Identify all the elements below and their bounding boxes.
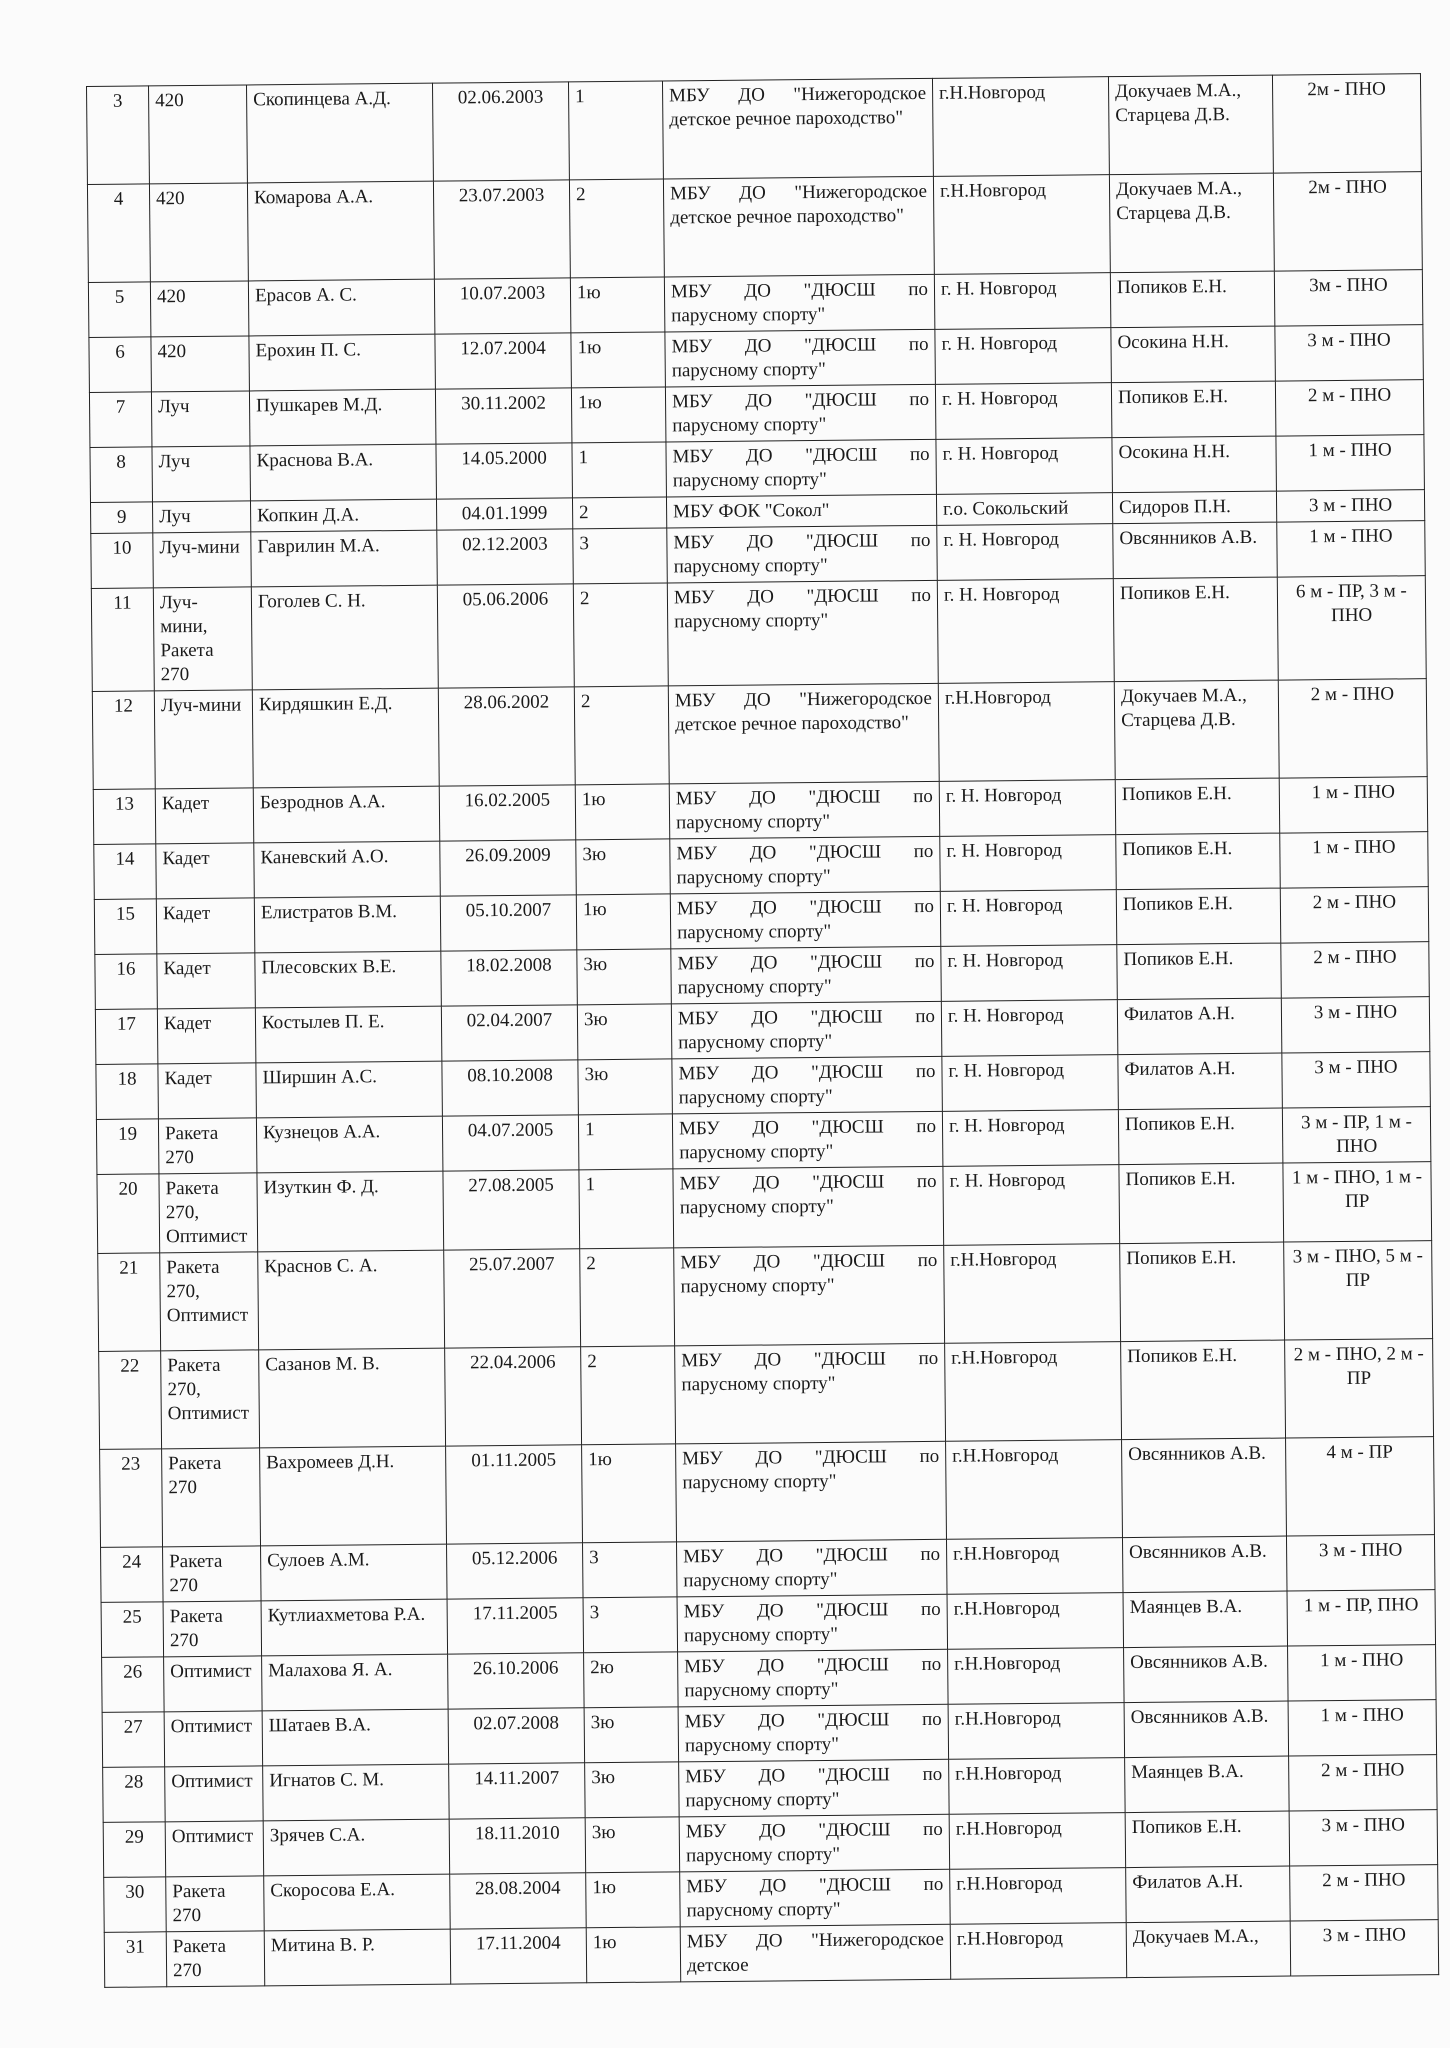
birth-date-cell: 01.11.2005 [446, 1445, 583, 1544]
row-number-cell: 3 [87, 86, 150, 185]
sport-rank-cell: 2ю [584, 1652, 679, 1708]
coach-cell: Осокина Н.Н. [1112, 436, 1277, 493]
participant-name-cell: Костылев П. Е. [255, 1006, 442, 1063]
birth-date-cell: 25.07.2007 [444, 1249, 581, 1348]
row-number-cell: 7 [89, 392, 152, 448]
participant-name-cell: Кузнецов А.А. [256, 1116, 443, 1173]
participant-name-cell: Копкин Д.А. [250, 499, 436, 532]
row-number-cell: 17 [95, 1009, 158, 1065]
participant-name-cell: Вахромеев Д.Н. [260, 1446, 447, 1546]
row-number-cell: 24 [101, 1547, 164, 1603]
sport-rank-cell: 3ю [576, 839, 671, 895]
city-cell: г.Н.Новгород [947, 1593, 1124, 1650]
participants-table [86, 73, 1439, 1988]
boat-class-cell: Ракета 270 [166, 1876, 265, 1932]
organization-cell: МБУ ДО "Нижегородское детское речное пароходство" [662, 78, 933, 179]
city-cell: г.Н.Новгород [948, 1703, 1125, 1760]
organization-cell: МБУ ДО "ДЮСШ по парусному спорту" [671, 1001, 942, 1059]
result-cell: 3 м - ПНО [1290, 1920, 1439, 1976]
organization-cell: МБУ ДО "ДЮСШ по парусному спорту" [671, 946, 942, 1004]
birth-date-cell: 28.06.2002 [438, 687, 575, 786]
sport-rank-cell: 3ю [578, 1059, 673, 1115]
coach-cell: Докучаев М.А., Старцева Д.В. [1108, 75, 1273, 175]
organization-cell: МБУ ДО "ДЮСШ по парусному спорту" [673, 1166, 944, 1248]
boat-class-cell: Оптимист [165, 1821, 264, 1877]
sport-rank-cell: 2 [580, 1248, 675, 1347]
birth-date-cell: 04.07.2005 [442, 1115, 579, 1171]
organization-cell: МБУ ДО "ДЮСШ по парусному спорту" [677, 1539, 948, 1597]
row-number-cell: 27 [102, 1712, 165, 1768]
boat-class-cell: Ракета 270, Оптимист [160, 1252, 259, 1351]
sport-rank-cell: 1ю [582, 1444, 677, 1543]
coach-cell: Попиков Е.Н. [1119, 1163, 1284, 1244]
organization-cell: МБУ ДО "ДЮСШ по парусному спорту" [675, 1343, 946, 1444]
coach-cell: Маянцев В.А. [1125, 1756, 1290, 1813]
organization-cell: МБУ ДО "ДЮСШ по парусному спорту" [664, 274, 935, 332]
result-cell: 2 м - ПНО [1278, 679, 1427, 778]
city-cell: г.Н.Новгород [950, 1868, 1127, 1925]
coach-cell: Попиков Е.Н. [1110, 271, 1275, 328]
boat-class-cell: Оптимист [165, 1766, 264, 1822]
coach-cell: Филатов А.Н. [1117, 998, 1282, 1055]
boat-class-cell: Луч-мини [153, 532, 252, 588]
sport-rank-cell: 3ю [577, 949, 672, 1005]
result-cell: 1 м - ПНО [1280, 832, 1429, 888]
city-cell: г.Н.Новгород [949, 1758, 1126, 1815]
birth-date-cell: 17.11.2005 [447, 1598, 584, 1654]
result-cell: 3 м - ПР, 1 м - ПНО [1282, 1107, 1431, 1163]
result-cell: 3 м - ПНО, 5 м - ПР [1284, 1241, 1433, 1340]
boat-class-cell: Оптимист [164, 1711, 263, 1767]
sport-rank-cell: 1ю [571, 332, 666, 388]
coach-cell: Докучаев М.А., Старцева Д.В. [1109, 173, 1274, 273]
organization-cell: МБУ ДО "ДЮСШ по парусному спорту" [679, 1814, 950, 1872]
coach-cell: Филатов А.Н. [1126, 1866, 1291, 1923]
city-cell: г. Н. Новгород [934, 273, 1111, 330]
sport-rank-cell: 2 [573, 583, 668, 687]
table-row [87, 74, 1422, 185]
coach-cell: Сидоров П.Н. [1112, 491, 1276, 524]
participant-name-cell: Ерасов А. С. [248, 279, 435, 336]
result-cell: 1 м - ПНО [1288, 1645, 1437, 1701]
coach-cell: Попиков Е.Н. [1120, 1242, 1285, 1342]
birth-date-cell: 18.02.2008 [441, 950, 578, 1006]
boat-class-cell: Луч-мини, Ракета 270 [153, 587, 252, 691]
row-number-cell: 11 [91, 588, 154, 692]
row-number-cell: 4 [87, 184, 150, 283]
sport-rank-cell: 1ю [575, 784, 670, 840]
boat-class-cell: Кадет [155, 788, 254, 844]
sport-rank-cell: 2 [569, 179, 664, 278]
row-number-cell: 22 [99, 1351, 162, 1450]
sport-rank-cell: 1ю [570, 277, 665, 333]
boat-class-cell: Кадет [157, 953, 256, 1009]
organization-cell: МБУ ДО "ДЮСШ по парусному спорту" [676, 1441, 947, 1542]
sport-rank-cell: 3 [583, 1542, 678, 1598]
birth-date-cell: 16.02.2005 [439, 785, 576, 841]
coach-cell: Попиков Е.Н. [1116, 833, 1281, 890]
coach-cell: Филатов А.Н. [1118, 1053, 1283, 1110]
result-cell: 1 м - ПНО [1279, 777, 1428, 833]
result-cell: 2 м - ПНО [1281, 942, 1430, 998]
sport-rank-cell: 1 [578, 1114, 673, 1170]
participant-name-cell: Кутлиахметова Р.А. [261, 1599, 448, 1656]
participant-name-cell: Шатаев В.А. [262, 1709, 449, 1766]
boat-class-cell: Ракета 270, Оптимист [161, 1350, 260, 1449]
result-cell: 2 м - ПНО [1289, 1755, 1438, 1811]
result-cell: 2 м - ПНО, 2 м - ПР [1285, 1339, 1434, 1438]
result-cell: 2м - ПНО [1272, 74, 1421, 173]
organization-cell: МБУ ДО "ДЮСШ по парусному спорту" [678, 1649, 949, 1707]
birth-date-cell: 02.12.2003 [437, 529, 574, 585]
result-cell: 1 м - ПНО [1277, 521, 1426, 577]
boat-class-cell: 420 [150, 281, 249, 337]
boat-class-cell: Кадет [156, 898, 255, 954]
row-number-cell: 9 [90, 502, 152, 534]
boat-class-cell: Ракета 270 [163, 1601, 262, 1657]
table-row [99, 1339, 1434, 1450]
participant-name-cell: Каневский А.О. [254, 841, 441, 898]
sport-rank-cell: 2 [572, 497, 666, 529]
city-cell: г. Н. Новгород [940, 890, 1117, 947]
coach-cell: Овсянников А.В. [1122, 1536, 1287, 1593]
coach-cell: Попиков Е.Н. [1116, 888, 1281, 945]
row-number-cell: 29 [103, 1822, 166, 1878]
result-cell: 2м - ПНО [1273, 172, 1422, 271]
city-cell: г. Н. Новгород [941, 945, 1118, 1002]
row-number-cell: 30 [104, 1877, 167, 1933]
organization-cell: МБУ ДО "ДЮСШ по парусному спорту" [672, 1056, 943, 1114]
coach-cell: Попиков Е.Н. [1125, 1811, 1290, 1868]
birth-date-cell: 12.07.2004 [435, 333, 572, 389]
result-cell: 2 м - ПНО [1280, 887, 1429, 943]
coach-cell: Овсянников А.В. [1124, 1646, 1289, 1703]
row-number-cell: 26 [102, 1657, 165, 1713]
birth-date-cell: 22.04.2006 [445, 1347, 582, 1446]
table-row [104, 1920, 1438, 1988]
coach-cell: Попиков Е.Н. [1117, 943, 1282, 1000]
sport-rank-cell: 3 [583, 1597, 678, 1653]
boat-class-cell: Кадет [156, 843, 255, 899]
birth-date-cell: 23.07.2003 [433, 180, 570, 279]
result-cell: 2 м - ПНО [1275, 380, 1424, 436]
organization-cell: МБУ ДО "ДЮСШ по парусному спорту" [666, 439, 937, 497]
birth-date-cell: 05.12.2006 [447, 1543, 584, 1599]
result-cell: 6 м - ПР, 3 м - ПНО [1277, 576, 1426, 680]
organization-cell: МБУ ДО "Нижегородское детское речное пароходство" [663, 176, 934, 277]
row-number-cell: 25 [101, 1602, 164, 1658]
boat-class-cell: Луч-мини [154, 690, 253, 789]
organization-cell: МБУ ДО "ДЮСШ по парусному спорту" [679, 1759, 950, 1817]
city-cell: г.Н.Новгород [932, 77, 1109, 177]
result-cell: 1 м - ПНО, 1 м - ПР [1283, 1162, 1432, 1242]
coach-cell: Попиков Е.Н. [1121, 1340, 1286, 1440]
participant-name-cell: Малахова Я. А. [262, 1654, 449, 1711]
coach-cell: Овсянников А.В. [1122, 1438, 1287, 1538]
coach-cell: Попиков Е.Н. [1118, 1108, 1283, 1165]
row-number-cell: 12 [92, 691, 155, 790]
table-row [98, 1241, 1433, 1352]
city-cell: г. Н. Новгород [937, 524, 1114, 581]
birth-date-cell: 08.10.2008 [442, 1060, 579, 1116]
birth-date-cell: 02.06.2003 [432, 82, 569, 181]
row-number-cell: 15 [94, 899, 157, 955]
boat-class-cell: Ракета 270 [158, 1118, 257, 1174]
result-cell: 1 м - ПНО [1288, 1700, 1437, 1756]
birth-date-cell: 05.10.2007 [440, 895, 577, 951]
city-cell: г. Н. Новгород [942, 1055, 1119, 1112]
row-number-cell: 19 [96, 1119, 159, 1175]
boat-class-cell: Кадет [158, 1063, 257, 1119]
result-cell: 2 м - ПНО [1290, 1865, 1439, 1921]
sport-rank-cell: 3ю [584, 1707, 679, 1763]
result-cell: 3 м - ПНО [1276, 490, 1424, 522]
sport-rank-cell: 3ю [585, 1762, 680, 1818]
result-cell: 3 м - ПНО [1275, 325, 1424, 381]
result-cell: 1 м - ПР, ПНО [1287, 1590, 1436, 1646]
participant-name-cell: Митина В. Р. [264, 1929, 451, 1986]
sport-rank-cell: 1ю [586, 1872, 681, 1928]
organization-cell: МБУ ДО "ДЮСШ по парусному спорту" [670, 891, 941, 949]
city-cell: г.Н.Новгород [938, 682, 1115, 782]
boat-class-cell: Ракета 270 [166, 1931, 265, 1987]
participant-name-cell: Ширшин А.С. [256, 1061, 443, 1118]
table-row [92, 679, 1427, 790]
sport-rank-cell: 1 [572, 442, 667, 498]
birth-date-cell: 14.11.2007 [449, 1763, 586, 1819]
row-number-cell: 31 [104, 1932, 167, 1988]
participant-name-cell: Изуткин Ф. Д. [257, 1171, 444, 1252]
city-cell: г. Н. Новгород [940, 835, 1117, 892]
participant-name-cell: Сазанов М. В. [259, 1348, 446, 1448]
participant-name-cell: Краснова В.А. [250, 444, 437, 501]
organization-cell: МБУ ДО "ДЮСШ по парусному спорту" [672, 1111, 943, 1169]
participant-name-cell: Гоголев С. Н. [251, 585, 438, 690]
organization-cell: МБУ ДО "ДЮСШ по парусному спорту" [674, 1245, 945, 1346]
result-cell: 3 м - ПНО [1289, 1810, 1438, 1866]
birth-date-cell: 18.11.2010 [449, 1818, 586, 1874]
sport-rank-cell: 1ю [571, 387, 666, 443]
boat-class-cell: Ракета 270 [162, 1448, 261, 1547]
coach-cell: Попиков Е.Н. [1113, 577, 1278, 682]
row-number-cell: 28 [103, 1767, 166, 1823]
row-number-cell: 10 [91, 533, 154, 589]
city-cell: г.Н.Новгород [948, 1648, 1125, 1705]
coach-cell: Осокина Н.Н. [1111, 326, 1276, 383]
row-number-cell: 13 [93, 789, 156, 845]
birth-date-cell: 04.01.1999 [436, 498, 572, 530]
boat-class-cell: 420 [151, 336, 250, 392]
coach-cell: Маянцев В.А. [1123, 1591, 1288, 1648]
participant-name-cell: Скопинцева А.Д. [246, 83, 433, 183]
boat-class-cell: Луч [152, 501, 250, 533]
participant-name-cell: Игнатов С. М. [263, 1764, 450, 1821]
participant-name-cell: Гаврилин М.А. [251, 530, 438, 587]
organization-cell: МБУ ДО "ДЮСШ по парусному спорту" [667, 525, 938, 583]
birth-date-cell: 26.10.2006 [448, 1653, 585, 1709]
result-cell: 3 м - ПНО [1286, 1535, 1435, 1591]
city-cell: г.о. Сокольский [936, 493, 1112, 526]
city-cell: г. Н. Новгород [935, 328, 1112, 385]
boat-class-cell: 420 [149, 183, 248, 282]
coach-cell: Овсянников А.В. [1113, 522, 1278, 579]
city-cell: г.Н.Новгород [946, 1440, 1123, 1540]
participant-name-cell: Скоросова Е.А. [264, 1874, 451, 1931]
boat-class-cell: Оптимист [164, 1656, 263, 1712]
birth-date-cell: 02.07.2008 [448, 1708, 585, 1764]
result-cell: 3 м - ПНО [1282, 1052, 1431, 1108]
participant-name-cell: Пушкарев М.Д. [249, 389, 436, 446]
birth-date-cell: 28.08.2004 [450, 1873, 587, 1929]
sport-rank-cell: 1 [568, 81, 663, 180]
city-cell: г. Н. Новгород [935, 383, 1112, 440]
city-cell: г. Н. Новгород [939, 780, 1116, 837]
table-row [87, 172, 1422, 283]
participant-name-cell: Сулоев А.М. [261, 1544, 448, 1601]
organization-cell: МБУ ДО "Нижегородское детское [680, 1924, 951, 1982]
birth-date-cell: 17.11.2004 [450, 1928, 587, 1984]
city-cell: г.Н.Новгород [945, 1342, 1122, 1442]
coach-cell: Докучаев М.А., [1126, 1921, 1291, 1978]
boat-class-cell: 420 [149, 85, 248, 184]
boat-class-cell: Ракета 270, Оптимист [159, 1173, 258, 1253]
row-number-cell: 21 [98, 1253, 161, 1352]
boat-class-cell: Луч [152, 446, 251, 502]
sport-rank-cell: 2 [574, 686, 669, 785]
organization-cell: МБУ ДО "ДЮСШ по парусному спорту" [677, 1594, 948, 1652]
city-cell: г. Н. Новгород [936, 438, 1113, 495]
coach-cell: Овсянников А.В. [1124, 1701, 1289, 1758]
birth-date-cell: 05.06.2006 [437, 584, 574, 688]
sport-rank-cell: 3ю [585, 1817, 680, 1873]
city-cell: г.Н.Новгород [950, 1923, 1127, 1980]
participant-name-cell: Кирдяшкин Е.Д. [252, 688, 439, 788]
birth-date-cell: 02.04.2007 [441, 1005, 578, 1061]
table-row [97, 1162, 1432, 1254]
organization-cell: МБУ ДО "ДЮСШ по парусному спорту" [665, 384, 936, 442]
row-number-cell: 20 [97, 1174, 160, 1254]
participant-name-cell: Зрячев С.А. [263, 1819, 450, 1876]
sport-rank-cell: 2 [581, 1346, 676, 1445]
row-number-cell: 16 [95, 954, 158, 1010]
coach-cell: Попиков Е.Н. [1115, 778, 1280, 835]
row-number-cell: 23 [100, 1449, 163, 1548]
city-cell: г.Н.Новгород [946, 1538, 1123, 1595]
result-cell: 1 м - ПНО [1276, 435, 1425, 491]
birth-date-cell: 27.08.2005 [443, 1170, 580, 1250]
organization-cell: МБУ ФОК "Сокол" [666, 494, 936, 528]
birth-date-cell: 14.05.2000 [436, 443, 573, 499]
sport-rank-cell: 3ю [577, 1004, 672, 1060]
participant-name-cell: Плесовских В.Е. [255, 951, 442, 1008]
organization-cell: МБУ ДО "ДЮСШ по парусному спорту" [669, 781, 940, 839]
sport-rank-cell: 1ю [586, 1927, 681, 1983]
organization-cell: МБУ ДО "Нижегородское детское речное пароходство" [668, 683, 939, 784]
organization-cell: МБУ ДО "ДЮСШ по парусному спорту" [670, 836, 941, 894]
coach-cell: Докучаев М.А., Старцева Д.В. [1114, 680, 1279, 780]
boat-class-cell: Ракета 270 [163, 1546, 262, 1602]
organization-cell: МБУ ДО "ДЮСШ по парусному спорту" [667, 580, 938, 686]
row-number-cell: 18 [96, 1064, 159, 1120]
organization-cell: МБУ ДО "ДЮСШ по парусному спорту" [680, 1869, 951, 1927]
city-cell: г.Н.Новгород [949, 1813, 1126, 1870]
participant-name-cell: Елистратов В.М. [254, 896, 441, 953]
city-cell: г.Н.Новгород [944, 1244, 1121, 1344]
birth-date-cell: 30.11.2002 [435, 388, 572, 444]
organization-cell: МБУ ДО "ДЮСШ по парусному спорту" [665, 329, 936, 387]
city-cell: г. Н. Новгород [943, 1165, 1120, 1246]
city-cell: г. Н. Новгород [942, 1110, 1119, 1167]
result-cell: 4 м - ПР [1286, 1437, 1435, 1536]
sport-rank-cell: 1ю [576, 894, 671, 950]
participant-name-cell: Краснов С. А. [258, 1250, 445, 1350]
city-cell: г. Н. Новгород [941, 1000, 1118, 1057]
row-number-cell: 5 [88, 282, 151, 338]
result-cell: 3 м - ПНО [1281, 997, 1430, 1053]
row-number-cell: 6 [89, 337, 152, 393]
sport-rank-cell: 3 [573, 528, 668, 584]
boat-class-cell: Кадет [157, 1008, 256, 1064]
city-cell: г. Н. Новгород [937, 579, 1114, 684]
birth-date-cell: 10.07.2003 [434, 278, 571, 334]
participant-name-cell: Безроднов А.А. [253, 786, 440, 843]
table-row [91, 576, 1426, 692]
coach-cell: Попиков Е.Н. [1111, 381, 1276, 438]
table-row [100, 1437, 1435, 1548]
participant-name-cell: Комарова А.А. [247, 181, 434, 281]
city-cell: г.Н.Новгород [933, 175, 1110, 275]
participant-name-cell: Ерохин П. С. [249, 334, 436, 391]
table-body [87, 74, 1439, 1988]
boat-class-cell: Луч [151, 391, 250, 447]
birth-date-cell: 26.09.2009 [440, 840, 577, 896]
row-number-cell: 14 [94, 844, 157, 900]
row-number-cell: 8 [90, 447, 153, 503]
result-cell: 3м - ПНО [1274, 270, 1423, 326]
sport-rank-cell: 1 [579, 1169, 674, 1249]
organization-cell: МБУ ДО "ДЮСШ по парусному спорту" [678, 1704, 949, 1762]
